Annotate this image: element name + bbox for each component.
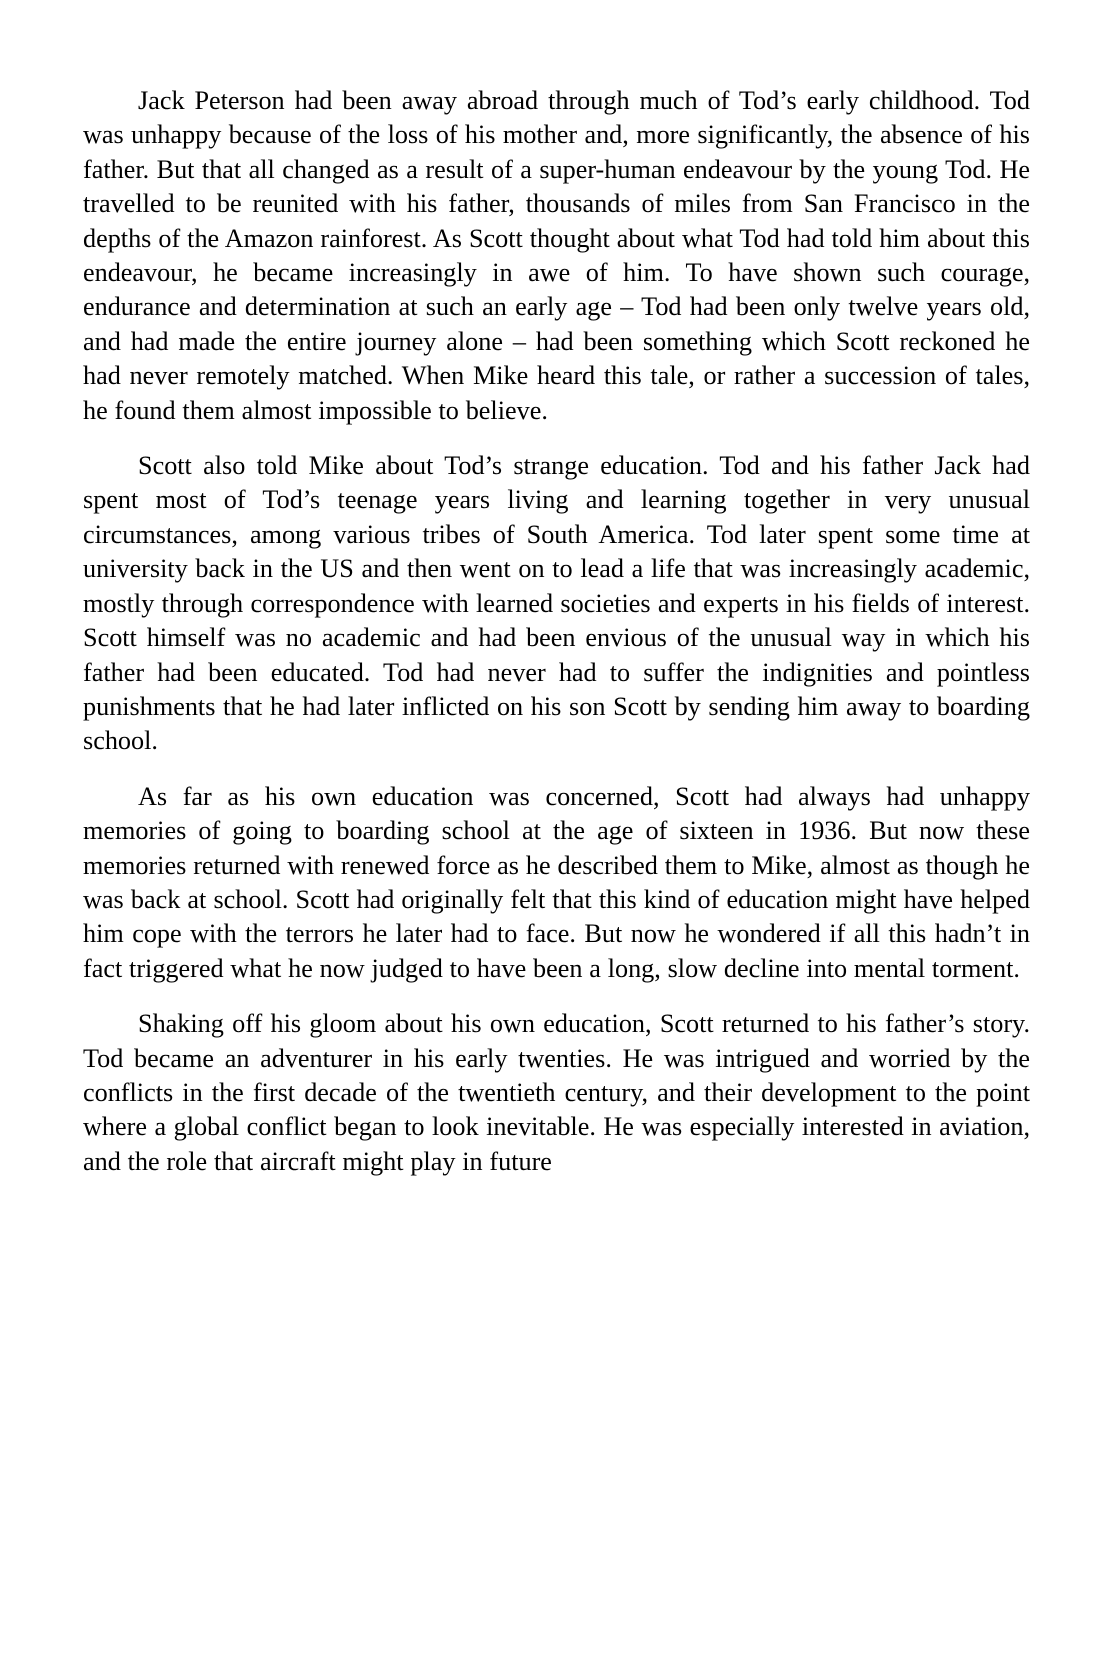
body-paragraph-1: Jack Peterson had been away abroad through much of Tod’s early childhood. Tod was unhappy because of the loss of his mother and, more significantly, the absence of his father. But that all changed as a result of a super-human endeavour by the young Tod. He travelled to be reunited with his father, thousands of miles from San Francisco in the depths of the Amazon rainforest. As Scott thought about what Tod had told him about this endeavour, he became increasingly in awe of him. To have shown such courage, endurance and determination at such an early age – Tod had been only twelve years old, and had made the entire journey alone – had been something which Scott reckoned he had never remotely matched. When Mike heard this tale, or rather a succession of tales, he found them almost impossible to believe. bbox=[83, 86, 1030, 425]
body-paragraph-3: As far as his own education was concerned, Scott had always had unhappy memories of going to boarding school at the age of sixteen in 1936. But now these memories returned with renewed force as he described them to Mike, almost as though he was back at school. Scott had originally felt that this kind of education might have helped him cope with the terrors he later had to face. But now he wondered if all this hadn’t in fact triggered what he now judged to have been a long, slow decline into mental torment. bbox=[83, 781, 1030, 983]
text-column bbox=[83, 84, 1030, 1179]
body-paragraph-4: Shaking off his gloom about his own education, Scott returned to his father’s story. Tod became an adventurer in his early twenties. He was intrigued and worried by the conflicts in the first decade of the twentieth century, and their development to the point where a global conflict began to look inevitable. He was especially interested in aviation, and the role that aircraft might play in future bbox=[83, 1009, 1030, 1176]
body-paragraph-2: Scott also told Mike about Tod’s strange education. Tod and his father Jack had spent most of Tod’s teenage years living and learning together in very unusual circumstances, among various tribes of South America. Tod later spent some time at university back in the US and then went on to lead a life that was increasingly academic, mostly through correspondence with learned societies and experts in his fields of interest. Scott himself was no academic and had been envious of the unusual way in which his father had been educated. Tod had never had to suffer the indignities and pointless punishments that he had later inflicted on his son Scott by sending him away to boarding school. bbox=[83, 451, 1030, 756]
